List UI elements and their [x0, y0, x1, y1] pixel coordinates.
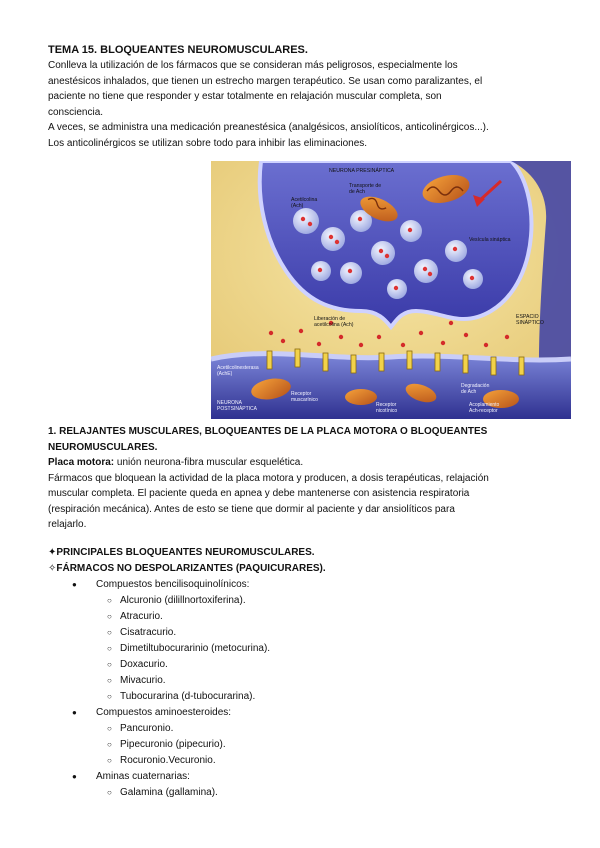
- circle-bullet-icon: ○: [107, 628, 112, 637]
- list-item: [107, 593, 246, 608]
- label-transporte: Transporte de: [349, 183, 382, 189]
- list-item: [107, 641, 270, 656]
- label-receptor-nicotinico: nicotínico: [376, 408, 398, 414]
- label-liberacion: Liberación de: [314, 316, 346, 322]
- circle-bullet-icon: ○: [107, 644, 112, 653]
- intro-line: paciente no tiene que responder y estar totalmente en relajación muscular completa, son: [48, 91, 442, 102]
- circle-bullet-icon: ○: [107, 676, 112, 685]
- list-item-group: [72, 577, 249, 592]
- list-item: [107, 785, 218, 800]
- heading-line: ✦PRINCIPALES BLOQUEANTES NEUROMUSCULARES.: [48, 547, 315, 558]
- label-receptor-muscarinico: Receptor: [291, 391, 312, 397]
- list-item-group: [72, 769, 190, 784]
- paragraph-line: relajarlo.: [48, 519, 87, 530]
- item-text: Alcuronio (dilillnortoxiferina).: [120, 595, 246, 606]
- label-acoplamiento: Acoplamiento: [469, 402, 500, 408]
- paragraph-line: (respiración mecánica). Antes de esto se tiene que dormir al paciente y dar ansiolíticos para: [48, 503, 455, 515]
- item-text: Galamina (gallamina).: [120, 787, 218, 798]
- label-receptor-muscarinico: muscarínico: [291, 397, 318, 403]
- label-degradacion: de Ach: [461, 389, 477, 395]
- list-item: [107, 753, 216, 768]
- intro-line: consciencia.: [48, 106, 104, 118]
- group-label: Aminas cuaternarias:: [96, 771, 190, 782]
- page-title: TEMA 15. BLOQUEANTES NEUROMUSCULARES.: [48, 44, 308, 56]
- list-item: [107, 721, 173, 736]
- label-degradacion: Degradación: [461, 383, 490, 389]
- circle-bullet-icon: ○: [107, 660, 112, 669]
- paragraph-line: Fármacos que bloquean la actividad de la placa motora y producen, a dosis terapéuticas, relajación: [48, 472, 489, 484]
- circle-bullet-icon: ○: [107, 788, 112, 797]
- circle-bullet-icon: ○: [107, 724, 112, 733]
- bullet-icon: ●: [72, 580, 77, 589]
- section-1-heading: [48, 424, 568, 455]
- intro-line: Conlleva la utilización de los fármacos que se consideran más peligrosos, especialmente los: [48, 60, 458, 71]
- item-text: Atracurio.: [120, 611, 163, 622]
- subheading-line: ✧FÁRMACOS NO DESPOLARIZANTES (PAQUICURARES).: [48, 562, 326, 574]
- item-text: Dimetiltubocurarinio (metocurina).: [120, 643, 271, 654]
- placa-motora-label: Placa motora:: [48, 457, 115, 468]
- list-item: [107, 737, 226, 752]
- list-item: [107, 673, 166, 688]
- synapse-illustration: [211, 161, 571, 419]
- item-text: Mivacurio.: [120, 675, 166, 686]
- heading-line: NEUROMUSCULARES.: [48, 441, 158, 453]
- list-item-group: [72, 705, 231, 720]
- label-acetilcolina: Acetilcolina: [291, 197, 318, 203]
- circle-bullet-icon: ○: [107, 612, 112, 621]
- group-label: Compuestos bencilisoquinolínicos:: [96, 579, 250, 590]
- placa-motora-definition: [48, 455, 558, 471]
- heading-line: 1. RELAJANTES MUSCULARES, BLOQUEANTES DE LA PLACA MOTORA O BLOQUEANTES: [48, 426, 488, 437]
- section-1-paragraph: [48, 455, 558, 533]
- label-acetilcolina: (Ach): [291, 203, 304, 209]
- label-receptor-nicotinico: Receptor: [376, 402, 397, 408]
- item-text: Pipecuronio (pipecurio).: [120, 739, 226, 750]
- item-text: Cisatracurio.: [120, 627, 177, 638]
- label-transporte: de Ach: [349, 189, 365, 195]
- item-text: Rocuronio.Vecuronio.: [120, 755, 216, 766]
- paragraph-line: muscular completa. El paciente queda en apnea y debe mantenerse con asistencia respiratoria: [48, 488, 470, 499]
- intro-paragraph: [48, 58, 558, 151]
- label-acoplamiento: Ach-receptor: [469, 408, 498, 414]
- item-text: Tubocurarina (d-tubocurarina).: [120, 691, 256, 702]
- list-item: [107, 625, 176, 640]
- synapse-diagram: [211, 161, 571, 419]
- list-item: [107, 609, 163, 624]
- intro-line: anestésicos inhalados, que tienen un estrecho margen terapéutico. Se usan como paralizantes, el: [48, 75, 483, 87]
- intro-line: A veces, se administra una medicación preanestésica (analgésicos, ansiolíticos, anticolinérgicos...).: [48, 122, 489, 133]
- placa-motora-text: unión neurona-fibra muscular esquelética.: [114, 457, 304, 468]
- list-item: [107, 657, 168, 672]
- circle-bullet-icon: ○: [107, 756, 112, 765]
- label-neurona-postsinaptica: NEURONA: [217, 400, 243, 406]
- intro-line: Los anticolinérgicos se utilizan sobre todo para inhibir las eliminaciones.: [48, 137, 368, 149]
- circle-bullet-icon: ○: [107, 740, 112, 749]
- bullet-icon: ●: [72, 772, 77, 781]
- label-neurona-postsinaptica: POSTSINÁPTICA: [217, 406, 258, 412]
- label-ache: (AchE): [217, 371, 233, 377]
- label-vesicula: Vesícula sináptica: [469, 237, 511, 243]
- circle-bullet-icon: ○: [107, 596, 112, 605]
- label-espacio: ESPACIO: [516, 314, 539, 320]
- group-label: Compuestos aminoesteroides:: [96, 707, 232, 718]
- item-text: Pancuronio.: [120, 723, 174, 734]
- label-neurona-presinaptica: NEURONA PRESINÁPTICA: [329, 168, 395, 174]
- label-liberacion: acetilcolina (Ach): [314, 322, 354, 328]
- circle-bullet-icon: ○: [107, 692, 112, 701]
- label-ache: Acetilcolinesterasa: [217, 365, 259, 371]
- label-espacio: SINÁPTICO: [516, 320, 544, 326]
- item-text: Doxacurio.: [120, 659, 168, 670]
- bullet-icon: ●: [72, 708, 77, 717]
- list-item: [107, 689, 255, 704]
- section-2-heading: [48, 545, 568, 576]
